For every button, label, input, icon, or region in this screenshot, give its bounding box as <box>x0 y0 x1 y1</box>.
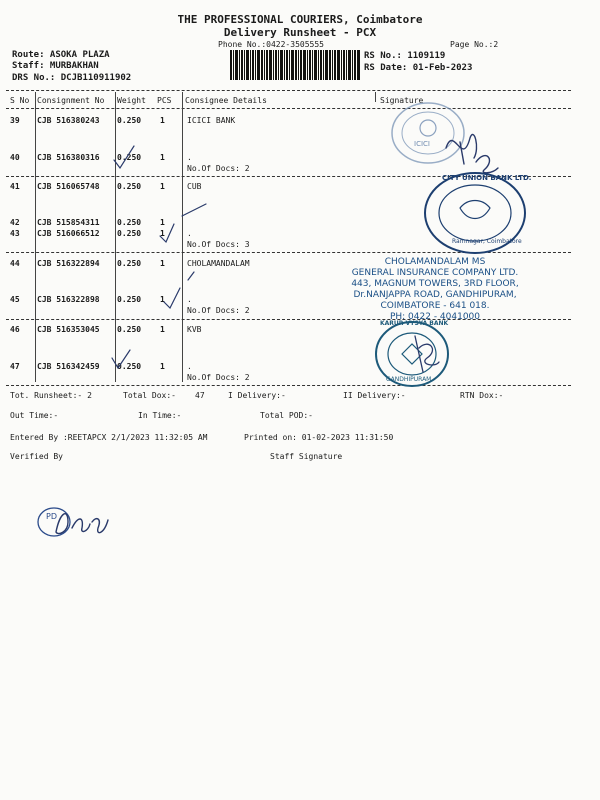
row-consignee: CUB <box>187 182 202 191</box>
row-consignment: CJB 516065748 <box>37 182 100 191</box>
barcode <box>230 50 360 80</box>
chola-line-5: COIMBATORE - 641 018. <box>380 301 490 311</box>
row-pcs: 1 <box>160 259 165 268</box>
icici-stamp-text: ICICI <box>414 140 430 148</box>
row-pcs: 1 <box>160 182 165 191</box>
col-weight: Weight <box>117 96 146 105</box>
row-consignment: CJB 516380316 <box>37 153 100 162</box>
page-number: Page No.:2 <box>450 40 499 49</box>
entered-by: Entered By :REETAPCX 2/1/2023 11:32:05 AM <box>10 433 208 442</box>
in-time: In Time:- <box>138 411 182 420</box>
row-weight: 0.250 <box>117 362 142 371</box>
row-pcs: 1 <box>160 295 165 304</box>
kvb-signature-scribble <box>405 328 445 378</box>
row-consignment: CJB 515854311 <box>37 218 100 227</box>
row-consignee: . <box>187 229 192 238</box>
docs-count: No.Of Docs: 2 <box>187 306 250 315</box>
chola-line-2: GENERAL INSURANCE COMPANY LTD. <box>351 268 519 278</box>
kvb-stamp-text: KARUR VYSYA BANK <box>380 320 449 327</box>
row-weight: 0.250 <box>117 218 142 227</box>
row-sno: 41 <box>10 182 20 191</box>
chola-line-3: 443, MAGNUM TOWERS, 3RD FLOOR, <box>351 279 519 289</box>
row-consignee: KVB <box>187 325 202 334</box>
total-runsheet: Tot. Runsheet:- 2 <box>10 391 92 400</box>
row-sno: 45 <box>10 295 20 304</box>
table-top-rule <box>6 90 571 91</box>
table-header-rule <box>6 108 571 109</box>
row-consignee: CHOLAMANDALAM <box>187 259 250 268</box>
cub-stamp <box>420 168 530 258</box>
row-consignee: . <box>187 362 192 371</box>
row-sno: 44 <box>10 259 20 268</box>
document-title: THE PROFESSIONAL COURIERS, Coimbatore <box>177 13 423 26</box>
verifier-signature-stroke <box>34 502 124 542</box>
verified-by: Verified By <box>10 452 63 461</box>
kvb-stamp-branch: GANDHIPURAM <box>386 376 432 383</box>
staff: Staff: MURBAKHAN <box>12 61 99 71</box>
row-consignee: ICICI BANK <box>187 116 236 125</box>
col-pcs: PCS <box>157 96 172 105</box>
route: Route: ASOKA PLAZA <box>12 50 110 60</box>
total-pod: Total POD:- <box>260 411 313 420</box>
col-sno: S No <box>10 96 30 105</box>
ii-delivery: II Delivery:- <box>343 391 406 400</box>
row-sno: 47 <box>10 362 20 371</box>
row-consignment: CJB 516380243 <box>37 116 100 125</box>
i-delivery: I Delivery:- <box>228 391 286 400</box>
row-sno: 46 <box>10 325 20 334</box>
document-subtitle: Delivery Runsheet - PCX <box>223 26 377 39</box>
col-consignee: Consignee Details <box>185 96 267 105</box>
docs-count: No.Of Docs: 3 <box>187 240 250 249</box>
handwritten-ticks <box>100 140 320 390</box>
rs-date: RS Date: 01-Feb-2023 <box>364 63 473 73</box>
row-consignment: CJB 516342459 <box>37 362 100 371</box>
drs-number: DRS No.: DCJB110911902 <box>12 73 132 83</box>
row-weight: 0.250 <box>117 229 142 238</box>
row-sno: 39 <box>10 116 20 125</box>
row-pcs: 1 <box>160 116 165 125</box>
col-consignment: Consignment No <box>37 96 105 105</box>
row-pcs: 1 <box>160 153 165 162</box>
chola-line-1: CHOLAMANDALAM MS <box>384 257 486 267</box>
docs-count: No.Of Docs: 2 <box>187 373 250 382</box>
row-consignment: CJB 516066512 <box>37 229 100 238</box>
total-dox-value: 47 <box>195 391 205 400</box>
row-consignment: CJB 516322898 <box>37 295 100 304</box>
docs-count: No.Of Docs: 2 <box>187 164 250 173</box>
total-dox-label: Total Dox:- <box>123 391 176 400</box>
row-pcs: 1 <box>160 325 165 334</box>
row-weight: 0.250 <box>117 182 142 191</box>
row-weight: 0.250 <box>117 325 142 334</box>
row-sno: 40 <box>10 153 20 162</box>
row-weight: 0.250 <box>117 259 142 268</box>
staff-signature-label: Staff Signature <box>270 452 343 461</box>
printed-on: Printed on: 01-02-2023 11:31:50 <box>244 433 394 442</box>
row-sno: 43 <box>10 229 20 238</box>
row-weight: 0.250 <box>117 153 142 162</box>
row-weight: 0.250 <box>117 116 142 125</box>
cub-stamp-text: CITY UNION BANK LTD. <box>442 174 532 182</box>
chola-line-4: Dr.NANJAPPA ROAD, GANDHIPURAM, <box>353 290 517 300</box>
out-time: Out Time:- <box>10 411 59 420</box>
phone-number: Phone No.:0422-3505555 <box>218 40 324 49</box>
chola-line-6: PH: 0422 - 4041000 <box>389 312 481 322</box>
row-pcs: 1 <box>160 362 165 371</box>
row-pcs: 1 <box>160 218 165 227</box>
row-consignment: CJB 516353045 <box>37 325 100 334</box>
rs-number: RS No.: 1109119 <box>364 51 446 61</box>
column-divider <box>375 92 376 102</box>
row-consignment: CJB 516322894 <box>37 259 100 268</box>
pd-stamp-text: PD <box>46 512 57 521</box>
row-pcs: 1 <box>160 229 165 238</box>
rtn-dox: RTN Dox:- <box>460 391 504 400</box>
row-weight: 0.250 <box>117 295 142 304</box>
row-consignee: . <box>187 153 192 162</box>
verifier-signature <box>34 502 124 542</box>
column-divider <box>35 92 36 382</box>
col-signature: Signature <box>380 96 424 105</box>
row-sno: 42 <box>10 218 20 227</box>
row-consignee: . <box>187 295 192 304</box>
cub-stamp-branch: Ramnagar, Coimbatore <box>452 238 522 245</box>
